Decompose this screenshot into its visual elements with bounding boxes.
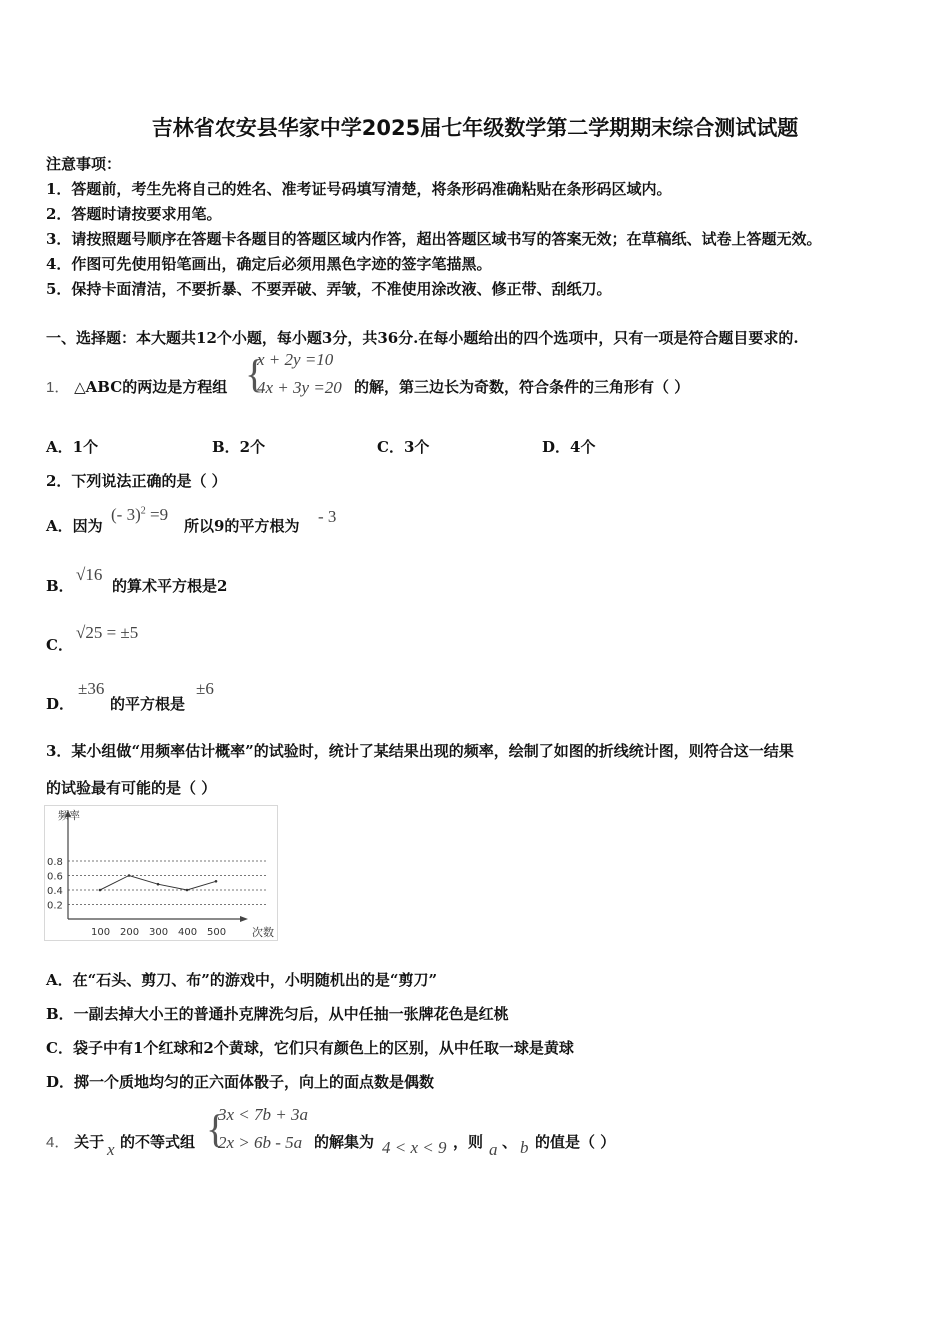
math-expression: √16: [76, 565, 103, 584]
question-3-cont: 的试验最有可能的是（ ）: [46, 779, 217, 797]
section-heading: 一、选择题：本大题共12个小题，每小题3分，共36分.在每小题给出的四个选项中，只有一项是符合题目要求的.: [46, 329, 799, 347]
notice-heading: 注意事项：: [46, 155, 122, 173]
equation: x + 2y =10: [257, 350, 334, 369]
y-tick-label: 0.2: [47, 900, 63, 912]
brace-symbol: {: [206, 1106, 226, 1151]
x-tick-label: 400: [178, 927, 198, 938]
question-text: 的值是（ ）: [535, 1133, 616, 1151]
notice-item: 1．答题前，考生先将自己的姓名、准考证号码填写清楚，将条形码准确粘贴在条形码区域内。: [46, 180, 672, 198]
x-tick-label: 200: [120, 927, 140, 938]
question-2: 2．下列说法正确的是（ ）: [46, 472, 227, 490]
math-expression: - 3: [318, 507, 337, 526]
option-d: D．掷一个质地均匀的正六面体骰子，向上的面点数是偶数: [46, 1073, 435, 1091]
notice-item: 2．答题时请按要求用笔。: [46, 205, 222, 223]
question-3: 3．某小组做“用频率估计概率”的试验时，统计了某结果出现的频率，绘制了如图的折线统计图，则符合这一结果: [46, 742, 794, 760]
option-a: A．在“石头、剪刀、布”的游戏中，小明随机出的是“剪刀”: [46, 971, 438, 989]
math-expression: ±36: [78, 679, 105, 698]
option-text: 的算术平方根是2: [112, 577, 228, 595]
question-text: 的解集为: [314, 1133, 375, 1151]
option-c-label: C．: [46, 636, 73, 654]
option-a: A．1个: [46, 438, 99, 456]
option-b: B．一副去掉大小王的普通扑克牌洗匀后，从中任抽一张牌花色是红桃: [46, 1005, 509, 1023]
option-d: D．4个: [542, 438, 596, 456]
question-4: [46, 1131, 104, 1152]
inequality-system: [206, 1103, 316, 1159]
option-b: B．2个: [212, 438, 266, 456]
brace-symbol: {: [245, 351, 265, 396]
x-axis-label: 次数: [252, 926, 274, 939]
option-d-label: D．: [46, 695, 75, 713]
y-axis-label: 频率: [58, 809, 80, 822]
question-text: 的解，第三边长为奇数，符合条件的三角形有（ ）: [354, 378, 690, 396]
math-variable: a: [489, 1140, 498, 1159]
y-tick-label: 0.4: [47, 886, 63, 897]
equation-system: [245, 348, 355, 404]
math-expression: √25 = ±5: [76, 623, 139, 642]
option-c: C．3个: [377, 438, 430, 456]
option-label: A．因为: [46, 517, 103, 535]
math-variable: x: [107, 1140, 115, 1159]
x-tick-label: 300: [149, 927, 169, 938]
page-title: 吉林省农安县华家中学2025届七年级数学第二学期期末综合测试试题: [151, 116, 799, 140]
question-text: △ABC的两边是方程组: [74, 378, 228, 396]
math-expression: 4 < x < 9: [382, 1138, 447, 1157]
data-point: [128, 874, 131, 877]
question-text: ，则: [453, 1133, 484, 1151]
math-variable: b: [520, 1138, 529, 1157]
question-number: 4．: [46, 1134, 70, 1151]
question-number: 1．: [46, 379, 70, 396]
data-point: [157, 883, 160, 886]
option-a: [46, 515, 103, 536]
data-point: [99, 889, 102, 892]
y-tick-label: 0.8: [47, 857, 63, 868]
math-expression: ±6: [196, 679, 214, 698]
x-tick-label: 500: [207, 927, 227, 938]
question-1: [46, 376, 227, 397]
question-text: 关于: [74, 1133, 105, 1151]
separator: 、: [502, 1133, 518, 1151]
x-tick-label: 100: [91, 927, 111, 938]
option-c: C．袋子中有1个红球和2个黄球，它们只有颜色上的区别，从中任取一球是黄球: [46, 1039, 574, 1057]
data-point: [215, 880, 218, 883]
notice-item: 4．作图可先使用铅笔画出，确定后必须用黑色字迹的签字笔描黑。: [46, 255, 492, 273]
question-text: 的不等式组: [120, 1133, 196, 1151]
notice-item: 5．保持卡面清洁，不要折暴、不要弄破、弄皱，不准使用涂改液、修正带、刮纸刀。: [46, 280, 612, 298]
math-expression: (- 3)$^2$ =9: [111, 505, 169, 524]
y-tick-label: 0.6: [47, 871, 63, 883]
inequality: 3x < 7b + 3a: [218, 1105, 308, 1124]
inequality: 2x > 6b - 5a: [218, 1133, 303, 1152]
data-point: [186, 889, 189, 892]
notice-item: 3．请按照题号顺序在答题卡各题目的答题区域内作答，超出答题区域书写的答案无效；在草稿纸、试卷上答题无效。: [46, 230, 822, 248]
option-b-label: B．: [46, 577, 74, 595]
equation: 4x + 3y =20: [257, 378, 342, 397]
frequency-line-chart: [44, 805, 278, 941]
option-text: 的平方根是: [110, 695, 186, 713]
option-text: 所以9的平方根为: [184, 517, 300, 535]
